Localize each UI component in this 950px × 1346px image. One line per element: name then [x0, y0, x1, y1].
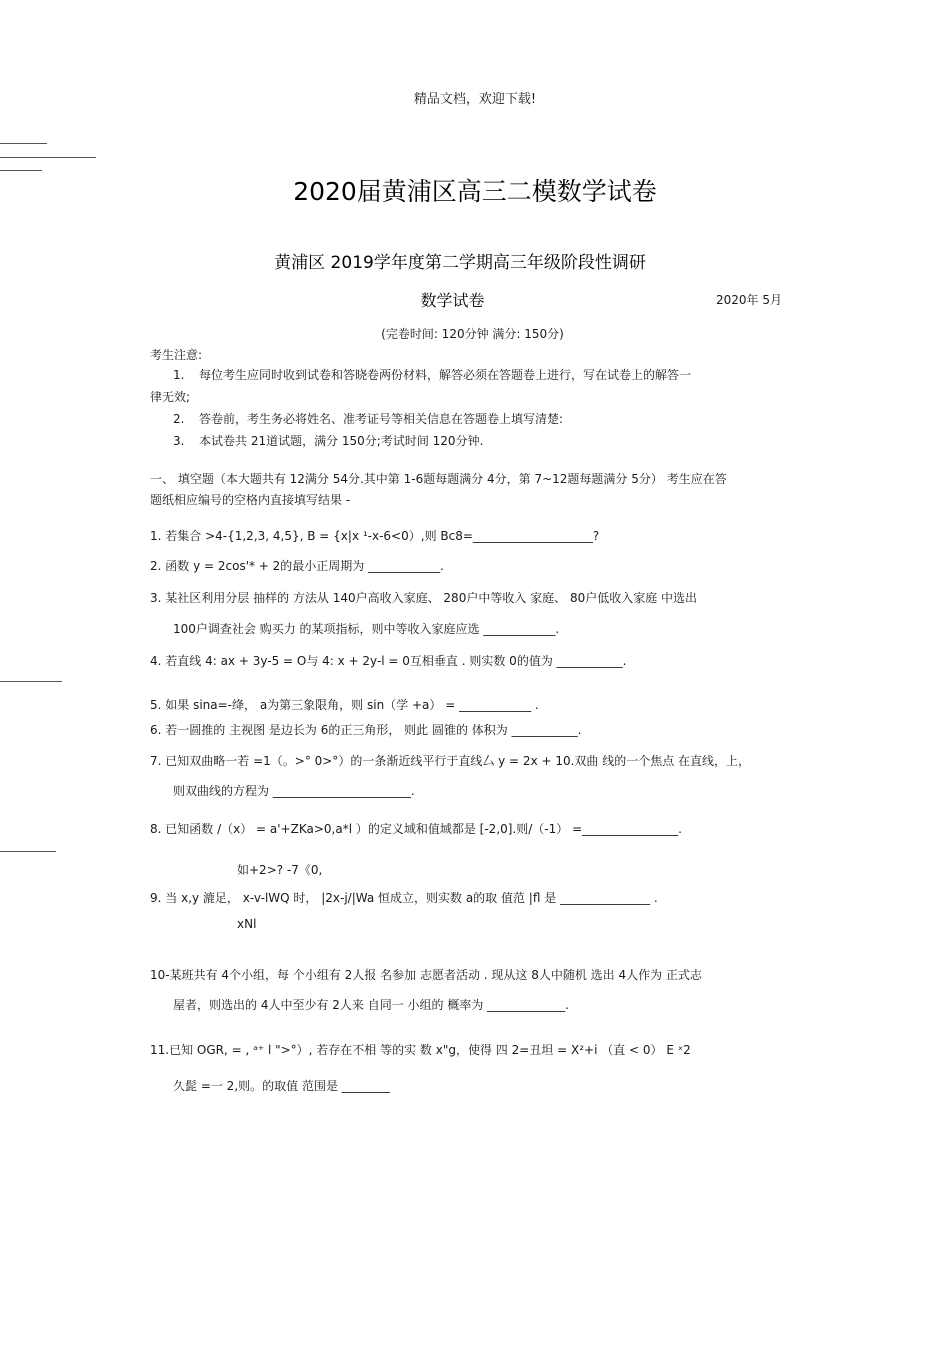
question-9-post: xNl [237, 917, 257, 931]
document-subtitle: 黄浦区 2019学年度第二学期高三年级阶段性调研 [274, 253, 646, 273]
question-1: 1. 若集合 >4-{1,2,3, 4,5}, B = {x|x ¹-x-6<0）,则 Bc8=____________________? [150, 529, 600, 543]
notice-heading: 考生注意: [150, 348, 203, 362]
margin-mark [0, 143, 47, 144]
notice-item-num: 2. [173, 412, 185, 426]
notice-item-text: 答卷前，考生务必将姓名、准考证号等相关信息在答题卷上填写清楚: [199, 412, 564, 426]
document-title: 2020届黄浦区高三二模数学试卷 [293, 177, 657, 206]
question-7-cont: 则双曲线的方程为 _______________________. [173, 784, 415, 798]
notice-item-text: 本试卷共 21道试题，满分 150分;考试时间 120分钟. [199, 434, 484, 448]
time-info: (完卷时间: 120分钟 满分: 150分) [381, 327, 564, 341]
notice-item-num: 1. [173, 368, 185, 382]
question-10-cont: 屋者，则选出的 4人中至少有 2人来 自同一 小组的 概率为 _____________. [173, 998, 569, 1012]
question-4: 4. 若直线 4: ax + 3y-5 = O与 4: x + 2y-l = 0互相垂直 . 则实数 0的值为 ___________. [150, 654, 627, 668]
question-7: 7. 已知双曲略一若 =1（。>° 0>°）的一条渐近线平行于直线厶 y = 2x + 10.双曲 线的一个焦点 在直线，上， [150, 754, 751, 768]
question-8: 8. 已知函数 /（x） = a'+ZKa>0,a*l ）的定义域和值域都是 [-2,0].则/（-1） =________________. [150, 822, 682, 836]
question-9: 9. 当 x,y 漉足， x-v-lWQ 时， |2x-j/|Wa 恒成立，则实数 a的取 值范 |fl 是 _______________ . [150, 891, 658, 905]
question-10: 10-某班共有 4个小组，每 个小组有 2人报 名参加 志愿者活动 . 现从这 8人中随机 选出 4人作为 正式志 [150, 968, 702, 982]
paper-name: 数学试卷 [420, 291, 485, 310]
question-2: 2. 函数 y = 2cos'* + 2的最小正周期为 ____________. [150, 559, 444, 573]
question-9-pre: 如+2>? -7《0, [237, 863, 323, 877]
section-instructions: 一、 填空题（本大题共有 12满分 54分.其中第 1-6题每题满分 4分，第 7~12题每题满分 5分） 考生应在答 [150, 472, 727, 486]
question-6: 6. 若一圆推的 主视图 是边长为 6的正三角形， 则此 圆锥的 体积为 ___________. [150, 723, 582, 737]
question-11: 11.已知 OGR, = , ᵃ⁺ l ">°）, 若存在不相 等的实 数 x"g，使得 四 2=丑坦 = X²+i （直 < 0） E ˣ2 [150, 1043, 691, 1057]
question-11-cont: 久髭 =一 2,则。的取值 范围是 ________ [173, 1079, 390, 1093]
margin-mark [0, 681, 62, 682]
section-instructions: 题纸相应编号的空格内直接填写结果 - [150, 493, 351, 507]
notice-item-num: 3. [173, 434, 185, 448]
question-3-cont: 100户调查社会 购买力 的某项指标，则中等收入家庭应选 ____________. [173, 622, 560, 636]
margin-mark [0, 157, 96, 158]
question-5: 5. 如果 sina=-绛， a为第三象限角，则 sin（学 +a） = ____________ . [150, 698, 539, 712]
margin-mark [0, 170, 42, 171]
notice-item-text: 每位考生应同时收到试卷和答晓卷两份材料，解答必须在答题卷上进行，写在试卷上的解答一 [199, 368, 692, 382]
question-3: 3. 某社区利用分层 抽样的 方法从 140户高收入家庭、 280户中等收入 家庭、 80户低收入家庭 中选出 [150, 591, 698, 605]
exam-date: 2020年 5月 [716, 293, 782, 307]
margin-mark [0, 851, 56, 852]
notice-item-text: 律无效; [150, 390, 191, 404]
page-header: 精品文档，欢迎下载! [413, 92, 537, 107]
